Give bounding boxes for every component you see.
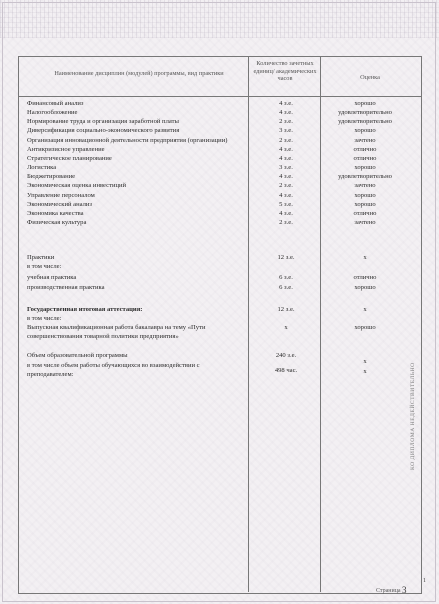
practice-item-name: производственная практика [27, 284, 105, 291]
volume-title: Объем образовательной программы [27, 352, 128, 359]
volume-hours: 240 з.е. [275, 352, 297, 359]
discipline-grade: хорошо [354, 100, 376, 107]
discipline-hours: 3 з.е. [279, 127, 293, 135]
discipline-hours: 3 з.е. [279, 164, 293, 172]
discipline-grade: отлично [353, 209, 377, 217]
practice-title: Практики [27, 254, 55, 261]
practice-grade: x [363, 254, 367, 261]
discipline-grade: удовлетворительно [338, 173, 392, 181]
practice-item-hours: 6 з.е. [279, 274, 293, 281]
discipline-hours: 2 з.е. [279, 136, 293, 144]
volume-contact-grade: x [363, 368, 367, 375]
volume-contact-line-2: преподавателем: [27, 371, 74, 378]
header-grade: Оценка [360, 74, 380, 81]
discipline-hours: 4 з.е. [279, 100, 293, 107]
discipline-name: Антикризисное управление [27, 145, 105, 153]
discipline-name: Экономическая оценка инвестиций [27, 182, 127, 190]
thesis-line-2: совершенствования товарной политики предприятия» [27, 333, 179, 340]
discipline-grade: отлично [353, 154, 377, 162]
practice-item-grade: отлично [353, 274, 377, 281]
discipline-name: Организация инновационной деятельности предприятия (организации) [27, 136, 228, 144]
volume-grade: x [363, 358, 367, 365]
discipline-grade: отлично [353, 145, 377, 153]
thesis-hours: x [284, 324, 288, 331]
discipline-hours: 2 з.е. [279, 118, 293, 126]
discipline-grade: удовлетворительно [338, 118, 392, 126]
attestation-including: в том числе: [27, 315, 62, 322]
page-number: 3 [402, 585, 407, 595]
discipline-name: Нормирование труда и организация заработной платы [27, 118, 179, 126]
discipline-grade: удовлетворительно [338, 109, 392, 117]
discipline-name: Налогообложение [27, 109, 78, 117]
discipline-name: Логистика [27, 164, 57, 172]
edge-number: 1 [423, 578, 426, 584]
volume-contact-line: в том числе объем работы обучающихся во взаимодействии с [27, 362, 200, 369]
volume-contact-hours: 498 час. [274, 367, 298, 374]
discipline-grade: хорошо [354, 127, 376, 135]
header-discipline: Наименование дисциплин (модулей) программы, вид практики [54, 70, 224, 77]
discipline-grade: зачтено [354, 218, 376, 226]
discipline-name: Стратегическое планирование [27, 154, 112, 162]
discipline-name: Управление персоналом [27, 191, 95, 199]
discipline-hours: 2 з.е. [279, 182, 293, 190]
attestation-grade: x [363, 306, 367, 313]
side-watermark-text: КО ДИПЛОМА НЕДЕЙСТВИТЕЛЬНО [410, 362, 416, 470]
discipline-hours: 4 з.е. [279, 209, 293, 217]
thesis-line-1: Выпускная квалификационная работа бакалавра на тему «Пути [27, 324, 206, 331]
discipline-name: Физическая культура [27, 218, 87, 226]
discipline-name: Диверсификация социально-экономического развития [27, 127, 180, 135]
discipline-hours: 2 з.е. [279, 218, 293, 226]
discipline-name: Экономический анализ [27, 200, 93, 208]
discipline-grade: зачтено [354, 182, 376, 190]
discipline-hours: 4 з.е. [279, 173, 293, 181]
table-divider-grade [320, 56, 321, 592]
header-hours: Количество зачетных единиц/ академических часов [253, 60, 317, 82]
discipline-name: Бюджетирование [27, 173, 76, 181]
attestation-title: Государственная итоговая аттестация: [27, 306, 143, 313]
discipline-grade: хорошо [354, 200, 376, 208]
discipline-hours: 4 з.е. [279, 109, 293, 117]
practice-item-name: учебная практика [27, 274, 77, 281]
page-label: Страница [376, 588, 401, 594]
thesis-grade: хорошо [354, 324, 376, 331]
discipline-hours: 4 з.е. [279, 191, 293, 199]
practice-item-hours: 6 з.е. [279, 284, 293, 291]
discipline-hours: 4 з.е. [279, 145, 293, 153]
discipline-name: Финансовый анализ [27, 100, 84, 107]
practice-hours: 12 з.е. [277, 254, 295, 261]
table-header-divider [18, 96, 421, 97]
practice-including: в том числе: [27, 263, 62, 270]
table-divider-hours [248, 56, 249, 592]
attestation-hours: 12 з.е. [277, 306, 295, 313]
practice-item-grade: хорошо [354, 284, 376, 291]
discipline-grade: зачтено [354, 136, 376, 144]
discipline-hours: 4 з.е. [279, 154, 293, 162]
discipline-hours: 5 з.е. [279, 200, 293, 208]
discipline-grade: хорошо [354, 164, 376, 172]
discipline-name: Экономика качества [27, 209, 84, 217]
discipline-grade: хорошо [354, 191, 376, 199]
